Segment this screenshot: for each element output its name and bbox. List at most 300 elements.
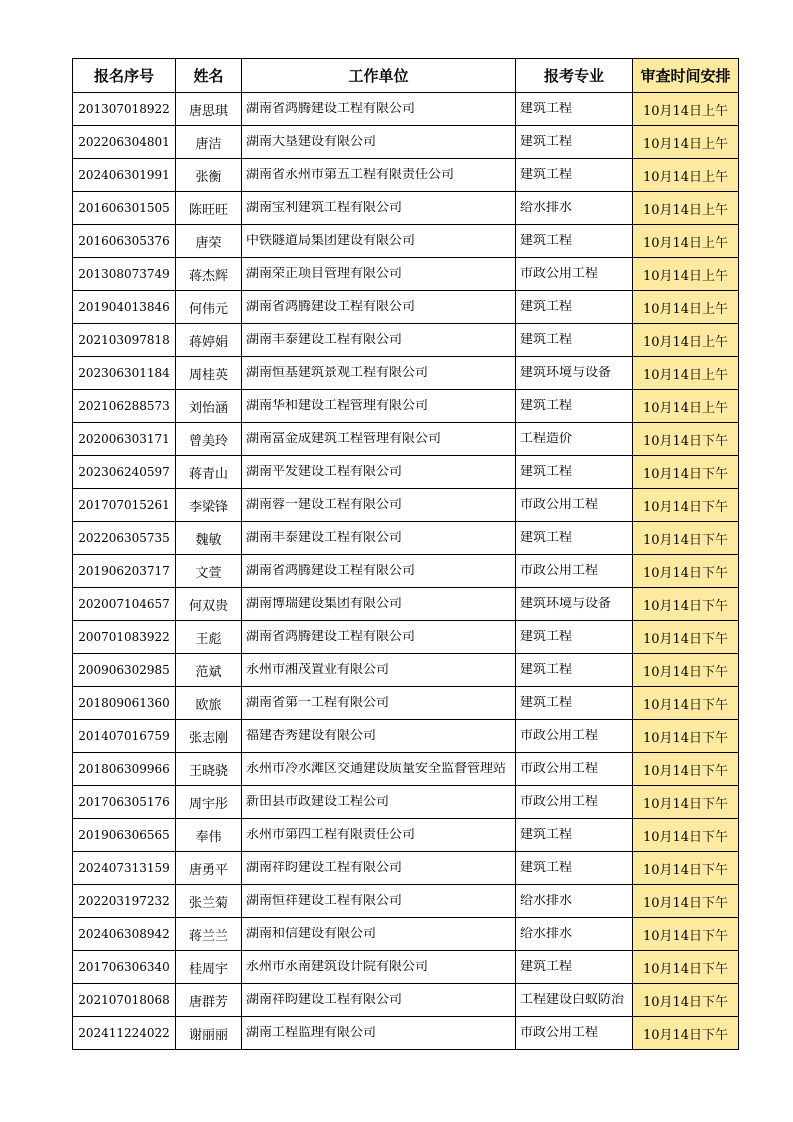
work-unit-cell <box>242 753 516 786</box>
registration-number-cell-text: 201806309966 <box>78 762 170 776</box>
table-body <box>73 93 739 1050</box>
major-cell-text: 建筑工程 <box>520 861 573 875</box>
table-row <box>73 786 739 819</box>
major-cell <box>516 885 633 918</box>
review-time-cell-text: 10月14日下午 <box>642 697 729 713</box>
review-time-cell <box>633 555 739 588</box>
registration-number-cell <box>73 654 176 687</box>
major-cell-text: 建筑工程 <box>520 333 573 347</box>
review-time-cell <box>633 357 739 390</box>
table-row <box>73 555 739 588</box>
work-unit-cell-text: 湖南和信建设有限公司 <box>246 927 377 941</box>
work-unit-cell <box>242 126 516 159</box>
major-cell <box>516 918 633 951</box>
major-cell-text: 建筑环境与设备 <box>520 597 612 611</box>
major-cell-text: 市政公用工程 <box>520 564 599 578</box>
table-row <box>73 456 739 489</box>
review-time-cell <box>633 1017 739 1050</box>
table-row <box>73 687 739 720</box>
registration-number-cell <box>73 489 176 522</box>
header-review-time: 审查时间安排 <box>633 59 739 93</box>
registration-number-cell <box>73 951 176 984</box>
table-header-row <box>73 59 739 93</box>
review-time-cell <box>633 456 739 489</box>
name-cell-text: 桂周宇 <box>188 961 228 977</box>
name-cell-text: 张兰菊 <box>188 895 228 911</box>
name-cell-text: 何双贵 <box>188 598 228 614</box>
work-unit-cell-text: 湖南荣正项目管理有限公司 <box>246 267 403 281</box>
table-row <box>73 984 739 1017</box>
name-cell-text: 李梁锋 <box>188 499 228 515</box>
name-cell-text: 欧旅 <box>195 697 222 713</box>
review-time-cell-text: 10月14日下午 <box>642 961 729 977</box>
registration-number-cell-text: 201706306340 <box>78 960 170 974</box>
registration-number-cell-text: 201904013846 <box>78 300 170 314</box>
table-row <box>73 291 739 324</box>
name-cell <box>176 687 242 720</box>
name-cell <box>176 93 242 126</box>
review-time-cell <box>633 687 739 720</box>
registration-number-cell <box>73 786 176 819</box>
name-cell-text: 唐群芳 <box>188 994 228 1010</box>
name-cell-text: 王晓骁 <box>188 763 228 779</box>
work-unit-cell <box>242 654 516 687</box>
work-unit-cell <box>242 291 516 324</box>
major-cell <box>516 1017 633 1050</box>
major-cell <box>516 753 633 786</box>
major-cell <box>516 390 633 423</box>
major-cell <box>516 555 633 588</box>
major-cell-text: 建筑工程 <box>520 531 573 545</box>
table-row <box>73 753 739 786</box>
registration-number-cell <box>73 720 176 753</box>
review-time-cell-text: 10月14日上午 <box>642 400 729 416</box>
name-cell <box>176 357 242 390</box>
review-time-cell-text: 10月14日下午 <box>642 433 729 449</box>
registration-number-cell-text: 201606301505 <box>78 201 170 215</box>
table-row <box>73 621 739 654</box>
review-time-cell-text: 10月14日上午 <box>642 202 729 218</box>
review-time-cell <box>633 588 739 621</box>
registration-number-cell <box>73 258 176 291</box>
registration-number-cell-text: 202306240597 <box>78 465 170 479</box>
registration-number-cell <box>73 456 176 489</box>
name-cell-text: 王彪 <box>195 631 222 647</box>
work-unit-cell-text: 湖南祥昀建设工程有限公司 <box>246 993 403 1007</box>
work-unit-cell <box>242 324 516 357</box>
work-unit-cell <box>242 588 516 621</box>
major-cell-text: 工程建设白蚁防治 <box>520 993 625 1007</box>
review-time-cell <box>633 720 739 753</box>
name-cell <box>176 786 242 819</box>
registration-number-cell <box>73 1017 176 1050</box>
work-unit-cell-text: 永州市永南建筑设计院有限公司 <box>246 960 429 974</box>
name-cell <box>176 522 242 555</box>
work-unit-cell <box>242 357 516 390</box>
name-cell-text: 张衡 <box>195 169 222 185</box>
registration-number-cell-text: 200701083922 <box>78 630 170 644</box>
review-time-cell <box>633 192 739 225</box>
review-time-cell <box>633 324 739 357</box>
review-time-cell <box>633 951 739 984</box>
table-row <box>73 918 739 951</box>
major-cell <box>516 852 633 885</box>
major-cell <box>516 984 633 1017</box>
major-cell-text: 建筑环境与设备 <box>520 366 612 380</box>
name-cell-text: 文萱 <box>195 565 222 581</box>
work-unit-cell-text: 湖南宝利建筑工程有限公司 <box>246 201 403 215</box>
major-cell <box>516 951 633 984</box>
name-cell-text: 唐勇平 <box>188 862 228 878</box>
table-row <box>73 588 739 621</box>
registration-number-cell <box>73 423 176 456</box>
major-cell-text: 建筑工程 <box>520 399 573 413</box>
registration-number-cell <box>73 159 176 192</box>
review-time-cell <box>633 522 739 555</box>
table-row <box>73 654 739 687</box>
work-unit-cell-text: 新田县市政建设工程公司 <box>246 795 390 809</box>
registration-number-cell <box>73 357 176 390</box>
review-time-cell-text: 10月14日下午 <box>642 631 729 647</box>
registration-number-cell-text: 202206305735 <box>78 531 170 545</box>
major-cell-text: 建筑工程 <box>520 102 573 116</box>
name-cell <box>176 918 242 951</box>
major-cell <box>516 192 633 225</box>
name-cell <box>176 753 242 786</box>
name-cell <box>176 423 242 456</box>
work-unit-cell <box>242 918 516 951</box>
table-row <box>73 225 739 258</box>
registration-number-cell-text: 202007104657 <box>78 597 170 611</box>
major-cell-text: 建筑工程 <box>520 630 573 644</box>
name-cell-text: 周宇彤 <box>188 796 228 812</box>
review-time-cell-text: 10月14日下午 <box>642 994 729 1010</box>
registration-number-cell-text: 202006303171 <box>78 432 170 446</box>
name-cell <box>176 291 242 324</box>
registration-number-cell-text: 201606305376 <box>78 234 170 248</box>
name-cell-text: 蒋杰辉 <box>188 268 228 284</box>
review-time-cell <box>633 159 739 192</box>
work-unit-cell-text: 湖南丰泰建设工程有限公司 <box>246 531 403 545</box>
registration-number-cell-text: 201809061360 <box>78 696 170 710</box>
review-time-cell <box>633 753 739 786</box>
work-unit-cell <box>242 885 516 918</box>
name-cell <box>176 390 242 423</box>
major-cell <box>516 786 633 819</box>
review-time-cell <box>633 786 739 819</box>
work-unit-cell-text: 湖南蓉一建设工程有限公司 <box>246 498 403 512</box>
name-cell <box>176 819 242 852</box>
registration-number-cell <box>73 918 176 951</box>
review-time-cell <box>633 291 739 324</box>
name-cell <box>176 1017 242 1050</box>
review-time-cell-text: 10月14日上午 <box>642 235 729 251</box>
review-time-cell <box>633 654 739 687</box>
table-row <box>73 93 739 126</box>
table-row <box>73 126 739 159</box>
review-time-cell <box>633 93 739 126</box>
name-cell-text: 谢丽丽 <box>188 1027 228 1043</box>
review-time-cell <box>633 225 739 258</box>
table-row <box>73 357 739 390</box>
major-cell-text: 建筑工程 <box>520 663 573 677</box>
registration-number-cell-text: 202306301184 <box>78 366 170 380</box>
review-time-cell <box>633 621 739 654</box>
name-cell-text: 奉伟 <box>195 829 222 845</box>
name-cell <box>176 489 242 522</box>
work-unit-cell <box>242 852 516 885</box>
major-cell <box>516 93 633 126</box>
major-cell <box>516 720 633 753</box>
review-time-cell <box>633 390 739 423</box>
work-unit-cell-text: 永州市湘茂置业有限公司 <box>246 663 390 677</box>
name-cell <box>176 456 242 489</box>
name-cell <box>176 621 242 654</box>
registration-number-cell-text: 202106288573 <box>78 399 170 413</box>
registration-number-cell <box>73 885 176 918</box>
registration-number-cell <box>73 192 176 225</box>
work-unit-cell-text: 湖南祥昀建设工程有限公司 <box>246 861 403 875</box>
review-time-cell <box>633 126 739 159</box>
major-cell <box>516 522 633 555</box>
registration-number-cell-text: 201706305176 <box>78 795 170 809</box>
work-unit-cell <box>242 192 516 225</box>
name-cell-text: 蒋兰兰 <box>188 928 228 944</box>
work-unit-cell <box>242 423 516 456</box>
registration-number-cell-text: 200906302985 <box>78 663 170 677</box>
major-cell <box>516 423 633 456</box>
name-cell-text: 范斌 <box>195 664 222 680</box>
major-cell <box>516 324 633 357</box>
work-unit-cell <box>242 720 516 753</box>
registration-number-cell <box>73 324 176 357</box>
review-time-cell-text: 10月14日下午 <box>642 730 729 746</box>
work-unit-cell <box>242 456 516 489</box>
work-unit-cell <box>242 951 516 984</box>
work-unit-cell-text: 湖南省鸿腾建设工程有限公司 <box>246 300 416 314</box>
major-cell <box>516 489 633 522</box>
work-unit-cell-text: 湖南富金成建筑工程管理有限公司 <box>246 432 442 446</box>
review-time-cell <box>633 885 739 918</box>
review-time-cell-text: 10月14日下午 <box>642 895 729 911</box>
review-time-cell <box>633 819 739 852</box>
major-cell <box>516 819 633 852</box>
registration-number-cell <box>73 852 176 885</box>
registration-number-cell <box>73 753 176 786</box>
major-cell-text: 建筑工程 <box>520 696 573 710</box>
major-cell-text: 工程造价 <box>520 432 573 446</box>
review-time-cell <box>633 852 739 885</box>
review-time-cell <box>633 423 739 456</box>
name-cell-text: 刘怡涵 <box>188 400 228 416</box>
review-time-cell-text: 10月14日下午 <box>642 928 729 944</box>
work-unit-cell-text: 湖南省永州市第五工程有限责任公司 <box>246 168 455 182</box>
registration-number-cell <box>73 390 176 423</box>
name-cell <box>176 951 242 984</box>
review-time-cell-text: 10月14日下午 <box>642 829 729 845</box>
name-cell-text: 张志刚 <box>188 730 228 746</box>
name-cell-text: 蒋青山 <box>188 466 228 482</box>
table-row <box>73 720 739 753</box>
review-time-cell-text: 10月14日上午 <box>642 301 729 317</box>
name-cell-text: 何伟元 <box>188 301 228 317</box>
table-row <box>73 159 739 192</box>
major-cell-text: 建筑工程 <box>520 300 573 314</box>
registration-number-cell-text: 202411224022 <box>78 1026 170 1040</box>
major-cell <box>516 588 633 621</box>
table-row <box>73 258 739 291</box>
name-cell-text: 曾美玲 <box>188 433 228 449</box>
major-cell-text: 建筑工程 <box>520 828 573 842</box>
major-cell-text: 市政公用工程 <box>520 498 599 512</box>
review-schedule-table <box>72 58 739 1050</box>
work-unit-cell-text: 湖南丰泰建设工程有限公司 <box>246 333 403 347</box>
review-time-cell-text: 10月14日上午 <box>642 334 729 350</box>
work-unit-cell <box>242 258 516 291</box>
registration-number-cell <box>73 291 176 324</box>
work-unit-cell-text: 湖南华和建设工程管理有限公司 <box>246 399 429 413</box>
name-cell <box>176 588 242 621</box>
major-cell <box>516 621 633 654</box>
review-time-cell-text: 10月14日下午 <box>642 763 729 779</box>
work-unit-cell-text: 湖南省鸿腾建设工程有限公司 <box>246 102 416 116</box>
registration-number-cell <box>73 555 176 588</box>
review-time-cell-text: 10月14日下午 <box>642 598 729 614</box>
name-cell-text: 魏敏 <box>195 532 222 548</box>
review-time-cell-text: 10月14日上午 <box>642 136 729 152</box>
registration-number-cell-text: 201906203717 <box>78 564 170 578</box>
name-cell <box>176 192 242 225</box>
work-unit-cell-text: 湖南大垦建设有限公司 <box>246 135 377 149</box>
review-time-cell-text: 10月14日上午 <box>642 268 729 284</box>
registration-number-cell-text: 201906306565 <box>78 828 170 842</box>
review-time-cell-text: 10月14日上午 <box>642 169 729 185</box>
work-unit-cell <box>242 93 516 126</box>
table-row <box>73 1017 739 1050</box>
work-unit-cell <box>242 225 516 258</box>
major-cell <box>516 687 633 720</box>
major-cell <box>516 456 633 489</box>
table-row <box>73 852 739 885</box>
registration-number-cell-text: 202103097818 <box>78 333 170 347</box>
name-cell <box>176 225 242 258</box>
header-major: 报考专业 <box>516 59 633 93</box>
work-unit-cell-text: 中铁隧道局集团建设有限公司 <box>246 234 416 248</box>
table-row <box>73 885 739 918</box>
name-cell <box>176 984 242 1017</box>
review-time-cell-text: 10月14日下午 <box>642 466 729 482</box>
work-unit-cell <box>242 819 516 852</box>
work-unit-cell-text: 湖南恒祥建设工程有限公司 <box>246 894 403 908</box>
major-cell <box>516 159 633 192</box>
major-cell-text: 建筑工程 <box>520 135 573 149</box>
registration-number-cell <box>73 621 176 654</box>
major-cell-text: 建筑工程 <box>520 465 573 479</box>
major-cell-text: 建筑工程 <box>520 960 573 974</box>
major-cell-text: 市政公用工程 <box>520 729 599 743</box>
review-time-cell <box>633 984 739 1017</box>
header-name: 姓名 <box>176 59 242 93</box>
table-row <box>73 390 739 423</box>
registration-number-cell <box>73 522 176 555</box>
name-cell <box>176 720 242 753</box>
work-unit-cell-text: 湖南平发建设工程有限公司 <box>246 465 403 479</box>
review-time-cell-text: 10月14日下午 <box>642 664 729 680</box>
name-cell <box>176 852 242 885</box>
work-unit-cell <box>242 522 516 555</box>
review-time-cell <box>633 918 739 951</box>
review-time-cell-text: 10月14日上午 <box>642 367 729 383</box>
table-row <box>73 819 739 852</box>
major-cell-text: 给水排水 <box>520 201 573 215</box>
review-time-cell-text: 10月14日下午 <box>642 532 729 548</box>
major-cell-text: 市政公用工程 <box>520 795 599 809</box>
name-cell <box>176 555 242 588</box>
name-cell <box>176 324 242 357</box>
registration-number-cell-text: 202406308942 <box>78 927 170 941</box>
header-work-unit: 工作单位 <box>242 59 516 93</box>
table-row <box>73 951 739 984</box>
work-unit-cell-text: 湖南省第一工程有限公司 <box>246 696 390 710</box>
registration-number-cell-text: 201307018922 <box>78 102 170 116</box>
work-unit-cell-text: 湖南省鸿腾建设工程有限公司 <box>246 564 416 578</box>
work-unit-cell <box>242 489 516 522</box>
major-cell <box>516 357 633 390</box>
name-cell-text: 唐荣 <box>195 235 222 251</box>
major-cell-text: 市政公用工程 <box>520 267 599 281</box>
name-cell <box>176 258 242 291</box>
work-unit-cell-text: 湖南工程监理有限公司 <box>246 1026 377 1040</box>
work-unit-cell-text: 湖南恒基建筑景观工程有限公司 <box>246 366 429 380</box>
registration-number-cell <box>73 93 176 126</box>
work-unit-cell-text: 永州市冷水滩区交通建设质量安全监督管理站 <box>246 762 507 776</box>
header-registration-number: 报名序号 <box>73 59 176 93</box>
work-unit-cell-text: 湖南省鸿腾建设工程有限公司 <box>246 630 416 644</box>
registration-number-cell <box>73 588 176 621</box>
work-unit-cell-text: 福建杏秀建设有限公司 <box>246 729 377 743</box>
review-time-cell-text: 10月14日下午 <box>642 1027 729 1043</box>
registration-number-cell <box>73 819 176 852</box>
registration-number-cell-text: 202203197232 <box>78 894 170 908</box>
name-cell-text: 唐洁 <box>195 136 222 152</box>
major-cell-text: 给水排水 <box>520 894 573 908</box>
review-time-cell <box>633 258 739 291</box>
work-unit-cell <box>242 621 516 654</box>
review-time-cell-text: 10月14日下午 <box>642 796 729 812</box>
registration-number-cell-text: 201707015261 <box>78 498 170 512</box>
review-time-cell <box>633 489 739 522</box>
work-unit-cell <box>242 390 516 423</box>
major-cell <box>516 654 633 687</box>
name-cell-text: 陈旺旺 <box>188 202 228 218</box>
work-unit-cell <box>242 984 516 1017</box>
work-unit-cell-text: 永州市第四工程有限责任公司 <box>246 828 416 842</box>
name-cell-text: 蒋婷娟 <box>188 334 228 350</box>
name-cell <box>176 159 242 192</box>
work-unit-cell <box>242 687 516 720</box>
registration-number-cell <box>73 225 176 258</box>
table-row <box>73 522 739 555</box>
registration-number-cell-text: 201407016759 <box>78 729 170 743</box>
major-cell-text: 市政公用工程 <box>520 1026 599 1040</box>
work-unit-cell <box>242 786 516 819</box>
major-cell <box>516 126 633 159</box>
major-cell-text: 建筑工程 <box>520 234 573 248</box>
name-cell-text: 周桂英 <box>188 367 228 383</box>
work-unit-cell <box>242 1017 516 1050</box>
registration-number-cell-text: 202206304801 <box>78 135 170 149</box>
registration-number-cell <box>73 984 176 1017</box>
